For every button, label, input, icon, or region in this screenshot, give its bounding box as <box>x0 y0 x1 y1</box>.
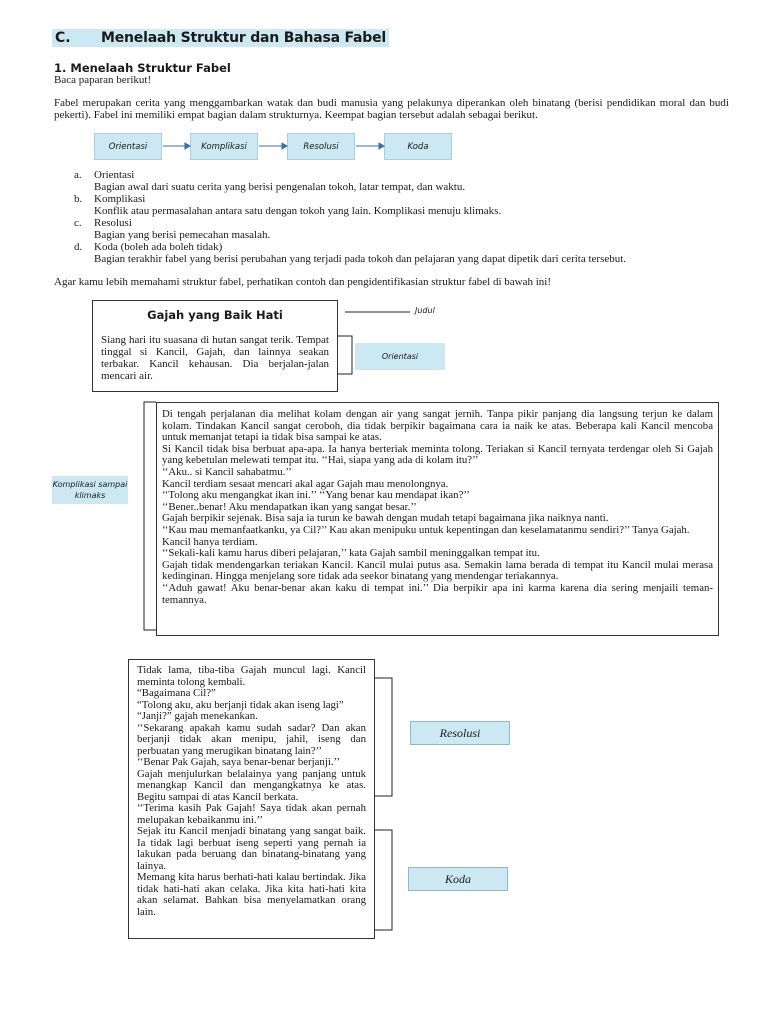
subsection-title: 1. Menelaah Struktur Fabel <box>54 61 231 75</box>
label-resolusi: Resolusi <box>410 721 510 745</box>
label-orientasi: Orientasi <box>355 343 445 370</box>
list-item-title: Orientasi <box>94 169 135 181</box>
resolution-line: ‘‘Benar Pak Gajah, saya benar-benar berjanji.’’ <box>137 756 340 768</box>
list-marker: d. <box>74 241 83 253</box>
complication-line: Si Kancil tidak bisa berbuat apa-apa. Ia hanya berteriak meminta tolong. Teriakan si Kancil ternyata terdengar oleh Si Gajah yang kebetulan melewati tempat itu. ‘‘Hai, siapa yang ada di kolam itu?’’ <box>162 442 713 467</box>
list-marker: b. <box>74 193 83 205</box>
label-koda: Koda <box>408 867 508 891</box>
list-item <box>74 241 714 265</box>
list-item-title: Komplikasi <box>94 193 146 205</box>
example-intro: Agar kamu lebih memahami struktur fabel, perhatikan contoh dan pengidentifikasian struktur fabel di bawah ini! <box>54 276 551 288</box>
complication-line: Gajah tidak mendengarkan teriakan Kancil. Kancil mulai putus asa. Semakin lama berada di tempat itu Kancil mulai merasa kedinginan. Hingga menjelang sore tidak ada seekor binatang yang mendengar teriakannya. <box>162 558 713 583</box>
complication-line: Di tengah perjalanan dia melihat kolam dengan air yang sangat jernih. Tanpa pikir panjang dia langsung terjun ke dalam kolam. Tindakan Kancil sangat ceroboh, dia tidak berpikir bagaimana cara ia naik ke atas. Beberapa kali Kancil mencoba untuk memanjat tetapi ia tidak bisa sampai ke atas. <box>162 408 713 444</box>
complication-line: ‘‘Aduh gawat! Aku benar-benar akan kaku di tempat ini.’’ Dia berpikir apa ini karma karena dia sering menjaili teman-temannya. <box>162 581 713 606</box>
complication-line: Kancil terdiam sesaat mencari akal agar Gajah mau menolongnya. <box>162 477 449 490</box>
komplikasi-bracket <box>144 402 156 630</box>
definition-paragraph: Fabel merupakan cerita yang menggambarkan watak dan budi manusia yang pelakunya diperankan oleh binatang (berisi pendidikan moral dan budi pekerti). Fabel ini memiliki empat bagian dalam strukturnya. Keempat bagian tersebut adalah sebagai berikut. <box>54 97 729 121</box>
resolution-line: Tidak lama, tiba-tiba Gajah muncul lagi. Kancil meminta tolong kembali. <box>137 664 366 688</box>
section-title: Menelaah Struktur dan Bahasa Fabel <box>98 29 389 47</box>
structure-list <box>74 169 714 265</box>
list-item-title: Resolusi <box>94 217 132 229</box>
intro-text: Baca paparan berikut! <box>54 74 152 86</box>
complication-line: Gajah berpikir sejenak. Bisa saja ia turun ke bawah dengan mudah tetapi bagaimana jika naiknya nanti. <box>162 512 609 525</box>
flow-komplikasi: Komplikasi <box>190 133 258 160</box>
list-item-desc: Bagian yang berisi pemecahan masalah. <box>94 229 271 241</box>
complication-line: ‘‘Sekali-kali kamu harus diberi pelajaran,’’ kata Gajah sambil meninggalkan tempat itu. <box>162 547 540 560</box>
koda-bracket <box>375 830 392 930</box>
resolution-line: Gajah menjulurkan belalainya yang panjang untuk menangkap Kancil dan mengangkatnya ke atas. Begitu sampai di atas Kancil berkata. <box>137 767 366 803</box>
story-resolution-coda-box <box>128 659 375 939</box>
story-title: Gajah yang Baik Hati <box>147 308 283 322</box>
resolution-line: “Bagaimana Cil?” <box>137 687 216 699</box>
resolution-line: ‘‘Terima kasih Pak Gajah! Saya tidak akan pernah melupakan kebaikanmu ini.’’ <box>137 802 366 826</box>
complication-line: ‘‘Kau mau memanfaatkanku, ya Cil?’’ Kau akan menipuku untuk kepentingan dan keselamatanmu sendiri?’’ Tanya Gajah. <box>162 523 690 536</box>
coda-line: Memang kita harus berhati-hati kalau bertindak. Jika tidak hati-hati akan celaka. Jika kita hati-hati kita akan selamat. Bahkan bisa menyelamatkan orang lain. <box>137 871 366 918</box>
list-item-desc: Konflik atau permasalahan antara satu dengan tokoh yang lain. Komplikasi menuju klimaks. <box>94 205 502 217</box>
flow-resolusi: Resolusi <box>287 133 355 160</box>
flow-orientasi: Orientasi <box>94 133 162 160</box>
complication-line: Kancil hanya terdiam. <box>162 535 258 548</box>
complication-line: ‘‘Aku.. si Kancil sahabatmu.’’ <box>162 465 292 478</box>
orientation-text: Siang hari itu suasana di hutan sangat terik. Tempat tinggal si Kancil, Gajah, dan lainnya seakan terbakar. Kancil kehausan. Dia berjalan-jalan mencari air. <box>101 334 329 382</box>
list-item <box>74 193 714 217</box>
complication-line: ‘‘Tolong aku mengangkat ikan ini.’’ ‘‘Yang benar kau mendapat ikan?’’ <box>162 489 470 502</box>
section-letter: C. <box>52 29 98 47</box>
resolusi-bracket <box>375 678 392 796</box>
complication-line: ‘‘Bener..benar! Aku mendapatkan ikan yang sangat besar.’’ <box>162 500 417 513</box>
coda-line: Sejak itu Kancil menjadi binatang yang sangat baik. Ia tidak lagi berbuat iseng seperti yang pernah ia lakukan pada beruang dan binatang-binatang yang lainya. <box>137 825 366 872</box>
list-marker: a. <box>74 169 82 181</box>
label-komplikasi: Komplikasi sampai klimaks <box>52 476 128 504</box>
list-item-desc: Bagian terakhir fabel yang berisi perubahan yang terjadi pada tokoh dan pelajaran yang dapat dipetik dari cerita tersebut. <box>94 253 627 265</box>
flow-koda: Koda <box>384 133 452 160</box>
resolution-line: “Tolong aku, aku berjanji tidak akan iseng lagi” <box>137 698 344 711</box>
list-item <box>74 217 714 241</box>
list-item-desc: Bagian awal dari suatu cerita yang berisi pengenalan tokoh, latar tempat, dan waktu. <box>94 181 466 193</box>
resolution-line: ‘‘Sekarang apakah kamu sudah sadar? Dan akan berjanji tidak akan menipu, jahil, iseng dan perbuatan yang merugikan binatang lain?’’ <box>137 721 366 757</box>
list-item-title: Koda (boleh ada boleh tidak) <box>94 241 223 253</box>
resolution-line: “Janji?” gajah menekankan. <box>137 710 258 722</box>
list-marker: c. <box>74 217 82 229</box>
label-judul: Judul <box>415 306 435 315</box>
list-item <box>74 169 714 193</box>
orientasi-bracket <box>338 336 352 374</box>
story-complication-box <box>156 402 719 636</box>
